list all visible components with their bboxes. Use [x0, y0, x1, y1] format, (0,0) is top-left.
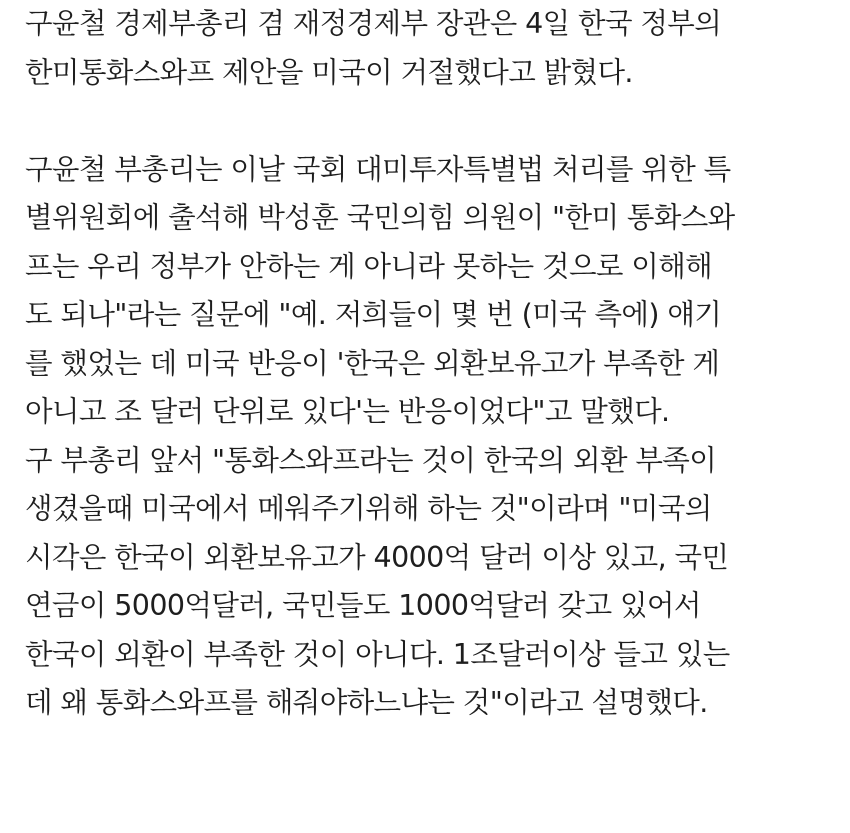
paragraph-line: 구윤철 부총리는 이날 국회 대미투자특별법 처리를 위한 특	[25, 152, 731, 186]
paragraph-line: 도 되나"라는 질문에 "예. 저희들이 몇 번 (미국 측에) 얘기	[25, 298, 722, 331]
paragraph-line: 프는 우리 정부가 안하는 게 아니라 못하는 것으로 이해해	[25, 249, 713, 283]
paragraph-line: 별위원회에 출석해 박성훈 국민의힘 의원이 "한미 통화스와	[25, 201, 735, 234]
paragraph-line: 를 했었는 데 미국 반응이 '한국은 외환보유고가 부족한 게	[25, 346, 720, 380]
paragraph-line: 구 부총리 앞서 "통화스와프라는 것이 한국의 외환 부족이	[25, 443, 717, 477]
paragraph-line: 생겼을때 미국에서 메워주기위해 하는 것"이라며 "미국의	[25, 492, 712, 525]
paragraph-line: 구윤철 경제부총리 겸 재정경제부 장관은 4일 한국 정부의	[25, 7, 722, 40]
paragraph-line: 연금이 5000억달러, 국민들도 1000억달러 갖고 있어서	[25, 589, 701, 622]
article-body	[25, 0, 845, 728]
paragraph-1	[25, 0, 845, 97]
paragraph-line: 시각은 한국이 외환보유고가 4000억 달러 이상 있고, 국민	[25, 540, 729, 574]
paragraph-2	[25, 146, 845, 437]
paragraph-3	[25, 437, 845, 728]
paragraph-line: 아니고 조 달러 단위로 있다'는 반응이었다"고 말했다.	[25, 395, 670, 428]
paragraph-line: 한국이 외환이 부족한 것이 아니다. 1조달러이상 들고 있는	[25, 637, 730, 671]
paragraph-spacer	[25, 97, 845, 146]
paragraph-line: 데 왜 통화스와프를 해줘야하느냐는 것"이라고 설명했다.	[25, 686, 708, 719]
paragraph-line: 한미통화스와프 제안을 미국이 거절했다고 밝혔다.	[25, 55, 633, 89]
